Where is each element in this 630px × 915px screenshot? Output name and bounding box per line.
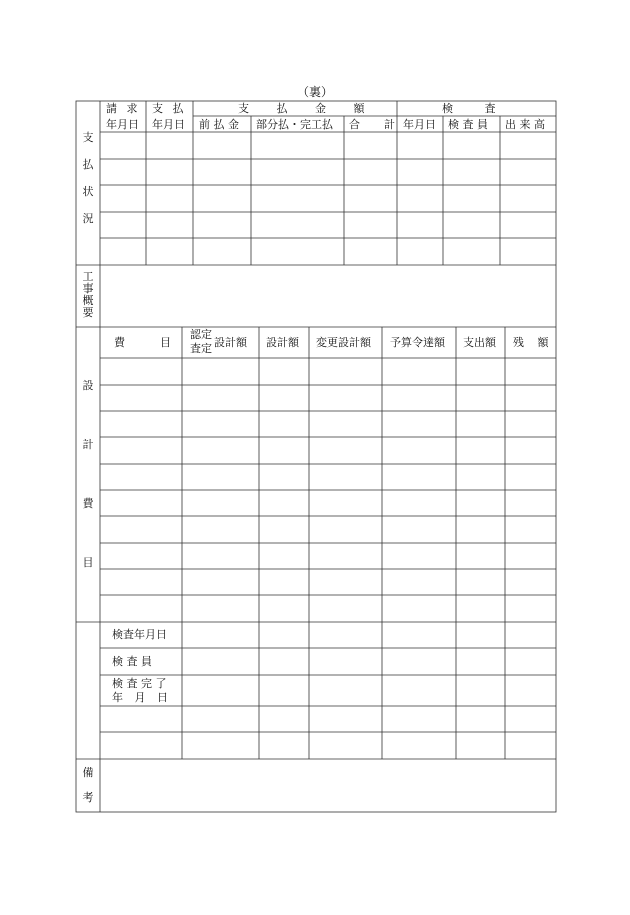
output-header: 出 来 高 <box>505 118 545 131</box>
request-date-header-bottom: 年月日 <box>106 118 139 131</box>
paid-amount-header: 支出額 <box>463 336 496 349</box>
payment-status-label: 支 払 状 況 <box>82 131 94 225</box>
completion-label-bottom: 年 月 日 <box>112 691 172 704</box>
inspector-label: 検 査 員 <box>112 655 152 668</box>
total-header-right: 計 <box>384 118 395 131</box>
cost-item-header-right: 目 <box>160 336 171 349</box>
payment-date-header-top: 支 払 <box>152 102 187 115</box>
inspection-date-header: 年月日 <box>403 118 436 131</box>
design-amount-header: 設計額 <box>266 336 299 349</box>
design-cost-items-label: 設 計 費 目 <box>82 379 94 569</box>
approved-header-suffix: 設計額 <box>214 336 247 349</box>
inspection-header: 検 査 <box>442 102 510 115</box>
budget-header: 予算令達額 <box>390 336 445 349</box>
payment-amount-header: 支 払 金 額 <box>238 102 377 115</box>
advance-payment-header: 前 払 金 <box>199 118 239 131</box>
work-summary-label: 工 事 概 要 <box>82 270 94 319</box>
completion-label-top: 検 査 完 了 <box>112 677 167 690</box>
remaining-header: 残 額 <box>513 336 554 349</box>
page-title: （裏） <box>296 85 333 99</box>
changed-design-header: 変更設計額 <box>316 336 371 349</box>
cost-item-header-left: 費 <box>114 336 125 349</box>
approved-header-top: 認定 <box>190 328 212 341</box>
approved-header-bottom: 査定 <box>190 342 212 355</box>
payment-date-header-bottom: 年月日 <box>152 118 185 131</box>
inspector-header: 検 査 員 <box>448 118 488 131</box>
inspection-date-label: 検査年月日 <box>112 628 167 641</box>
form-outer-border <box>76 101 556 812</box>
request-date-header-top: 請 求 <box>106 102 141 115</box>
partial-payment-header: 部分払・完工払 <box>256 118 333 131</box>
remarks-label: 備 考 <box>82 766 94 804</box>
total-header-left: 合 <box>349 118 360 131</box>
